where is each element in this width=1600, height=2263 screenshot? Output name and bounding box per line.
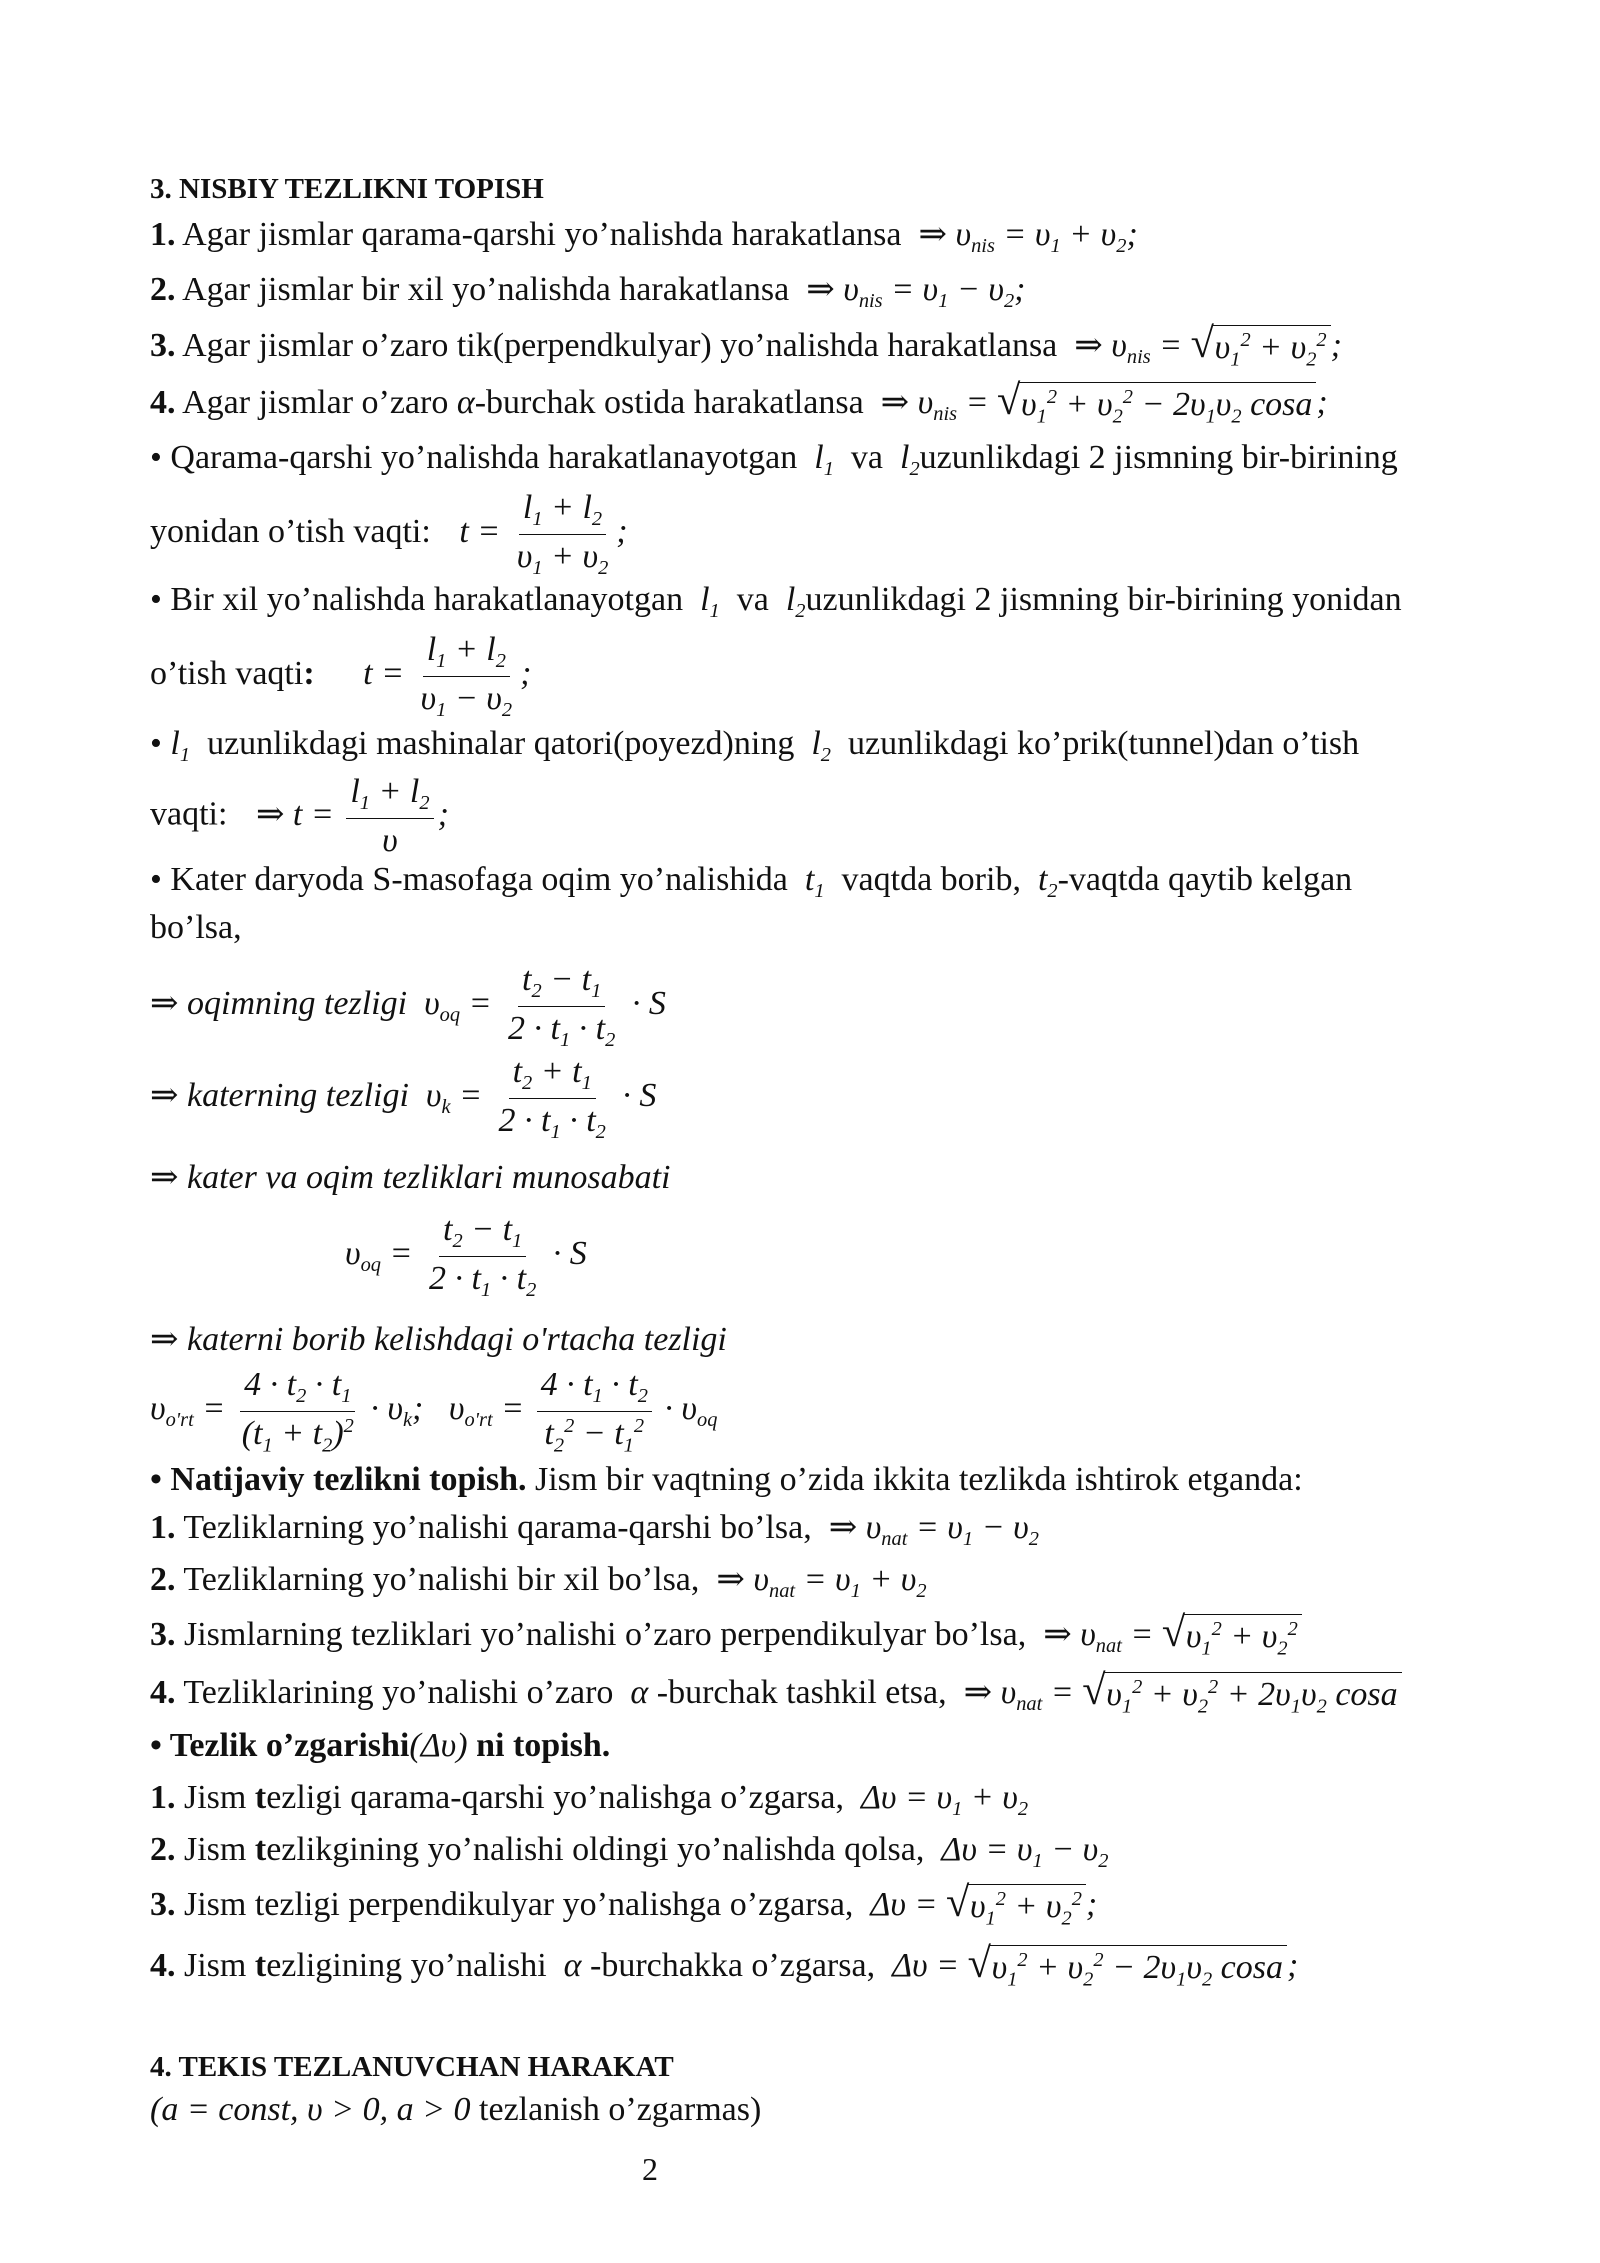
alpha-symbol: α — [456, 384, 475, 422]
formula-oqim: ⇒ oqimning tezligi $\upsilon_{oq}$ = $\frac{t_2 - t_1}{2 \cdot t_1 \cdot t_2}$ · S — [150, 961, 666, 1051]
formula: ⇒ $\upsilon_{nis} = \upsilon_1 + \upsilon_2$; — [910, 216, 1138, 258]
list-item: 3. Agar jismlar o’zaro tik(perpendkulyar) yo’nalishda harakatlansa ⇒ $\upsilon_{nis}$ = √ $\upsilon_1^2 + \upsilon_2^2$ ; — [150, 320, 1342, 371]
formula-avg: $\upsilon_{o'rt}$ = $\frac{4 \cdot t_2 \cdot t_1}{(t_1 + t_2)^2}$ · $\upsilon_k$; $\upsilon_{o'rt}$ = $\frac{4 \cdot t_1 \cdot t_2}{t_2^2 - t_1^2}$ · $\upsilon_{oq}$ — [150, 1366, 718, 1456]
formula: ⇒ $\upsilon_{nis} = \upsilon_1 - \upsilon_2$; — [797, 271, 1026, 313]
list-item: 1. Jism tezligi qarama-qarshi yo’nalishga o’zgarsa, $\Delta\upsilon = \upsilon_1 + \upsilon_2$ — [150, 1779, 1029, 1821]
bullet-paragraph: yonidan o’tish vaqti: t = $\frac{l_1 + l_2}{\upsilon_1 + \upsilon_2}$ ; — [150, 489, 628, 579]
formula-ratio: $\upsilon_{oq}$ = $\frac{t_2 - t_1}{2 \cdot t_1 \cdot t_2}$ · S — [345, 1211, 587, 1301]
formula-avg-label: ⇒ katerni borib kelishdagi o'rtacha tezligi — [150, 1321, 727, 1358]
bullet-paragraph: bo’lsa, — [150, 909, 242, 946]
list-item: 1. Tezliklarning yo’nalishi qarama-qarshi bo’lsa, ⇒ $\upsilon_{nat} = \upsilon_1 - \upsilon_2$ — [150, 1509, 1039, 1551]
list-item: 1. Agar jismlar qarama-qarshi yo’nalishda harakatlansa ⇒ $\upsilon_{nis} = \upsilon_1 + \upsilon_2$; — [150, 216, 1138, 258]
bullet-paragraph: • Kater daryoda S-masofaga oqim yo’nalishida $t_1$ vaqtda borib, $t_2$-vaqtda qaytib kelgan — [150, 861, 1353, 903]
bullet-paragraph: o’tish vaqti: t = $\frac{l_1 + l_2}{\upsilon_1 - \upsilon_2}$ ; — [150, 631, 532, 721]
section-4-condition: (a = const, υ > 0, a > 0 tezlanish o’zgarmas) — [150, 2091, 762, 2128]
page-number: 2 — [642, 2151, 658, 2187]
formula: ⇒ $\upsilon_{nis}$ = √ $\upsilon_1^2 + \upsilon_2^2 - 2\upsilon_1\upsilon_2$ cosa ; — [872, 377, 1328, 428]
natijaviy-heading: • Natijaviy tezlikni topish. Jism bir vaqtning o’zida ikkita tezlikda ishtirok etganda: — [150, 1461, 1303, 1498]
formula-ratio-label: ⇒ kater va oqim tezliklari munosabati — [150, 1159, 671, 1196]
list-item: 2. Agar jismlar bir xil yo’nalishda harakatlansa ⇒ $\upsilon_{nis} = \upsilon_1 - \upsilon_2$; — [150, 271, 1026, 313]
alpha-symbol: α — [555, 1947, 590, 1985]
bullet-paragraph: • $l_1$ uzunlikdagi mashinalar qatori(poyezd)ning $l_2$ uzunlikdagi ko’prik(tunnel)dan o’tish — [150, 725, 1360, 767]
formula: ⇒ t = $\frac{l_1 + l_2}{\upsilon}$ ; — [255, 773, 449, 859]
list-item: 4. Agar jismlar o’zaro α-burchak ostida harakatlansa ⇒ $\upsilon_{nis}$ = √ $\upsilon_1^2 + \upsilon_2^2 - 2\upsilon_1\upsilon_2$ cosa ; — [150, 377, 1328, 428]
formula-kater: ⇒ katerning tezligi $\upsilon_k$ = $\frac{t_2 + t_1}{2 \cdot t_1 \cdot t_2}$ · S — [150, 1053, 657, 1143]
formula: t = $\frac{l_1 + l_2}{\upsilon_1 - \upsilon_2}$ ; — [363, 631, 532, 721]
bullet-paragraph: • Bir xil yo’nalishda harakatlanayotgan $l_1$ va $l_2uzunlikdagi$ 2 jismning bir-birining yonidan — [150, 581, 1402, 623]
list-item: 2. Tezliklarning yo’nalishi bir xil bo’lsa, ⇒ $\upsilon_{nat} = \upsilon_1 + \upsilon_2$ — [150, 1561, 927, 1603]
list-item: 3. Jism tezligi perpendikulyar yo’nalishga o’zgarsa, Δυ = √ $\upsilon_1^2 + \upsilon_2^2$ ; — [150, 1879, 1098, 1930]
list-item: 2. Jism tezlikgining yo’nalishi oldingi yo’nalishda qolsa, $\Delta\upsilon = \upsilon_1 - \upsilon_2$ — [150, 1831, 1109, 1873]
section-3-heading: 3. NISBIY TEZLIKNI TOPISH — [150, 173, 544, 205]
formula: t = $\frac{l_1 + l_2}{\upsilon_1 + \upsilon_2}$ ; — [459, 489, 628, 579]
formula: ⇒ $\upsilon_{nis}$ = √ $\upsilon_1^2 + \upsilon_2^2$ ; — [1065, 320, 1342, 371]
bullet-paragraph: • Qarama-qarshi yo’nalishda harakatlanayotgan $l_1$ va $l_2uzunlikdagi$ 2 jismning bir-birining — [150, 439, 1398, 481]
list-item: 4. Jism tezligining yo’nalishi α -burchakka o’zgarsa, Δυ = √ $\upsilon_1^2 + \upsilon_2^2 - 2\upsilon_1\upsilon_2$ cosa ; — [150, 1940, 1299, 1991]
list-item: 3. Jismlarning tezliklari yo’nalishi o’zaro perpendikulyar bo’lsa, ⇒ $\upsilon_{nat}$ = √ $\upsilon_1^2 + \upsilon_2^2$ — [150, 1614, 1302, 1661]
ozgarish-heading: • Tezlik o’zgarishi(Δυ) ni topish. — [150, 1727, 611, 1764]
section-4-heading: 4. TEKIS TEZLANUVCHAN HARAKAT — [150, 2051, 674, 2083]
alpha-symbol: α — [621, 1674, 657, 1712]
bullet-paragraph: vaqti: ⇒ t = $\frac{l_1 + l_2}{\upsilon}$ ; — [150, 773, 449, 859]
list-item: 4. Tezliklarining yo’nalishi o’zaro α -burchak tashkil etsa, ⇒ $\upsilon_{nat}$ = √ $\upsilon_1^2 + \upsilon_2^2 + 2\upsilon_1\upsilon_2$ cosa — [150, 1672, 1402, 1719]
